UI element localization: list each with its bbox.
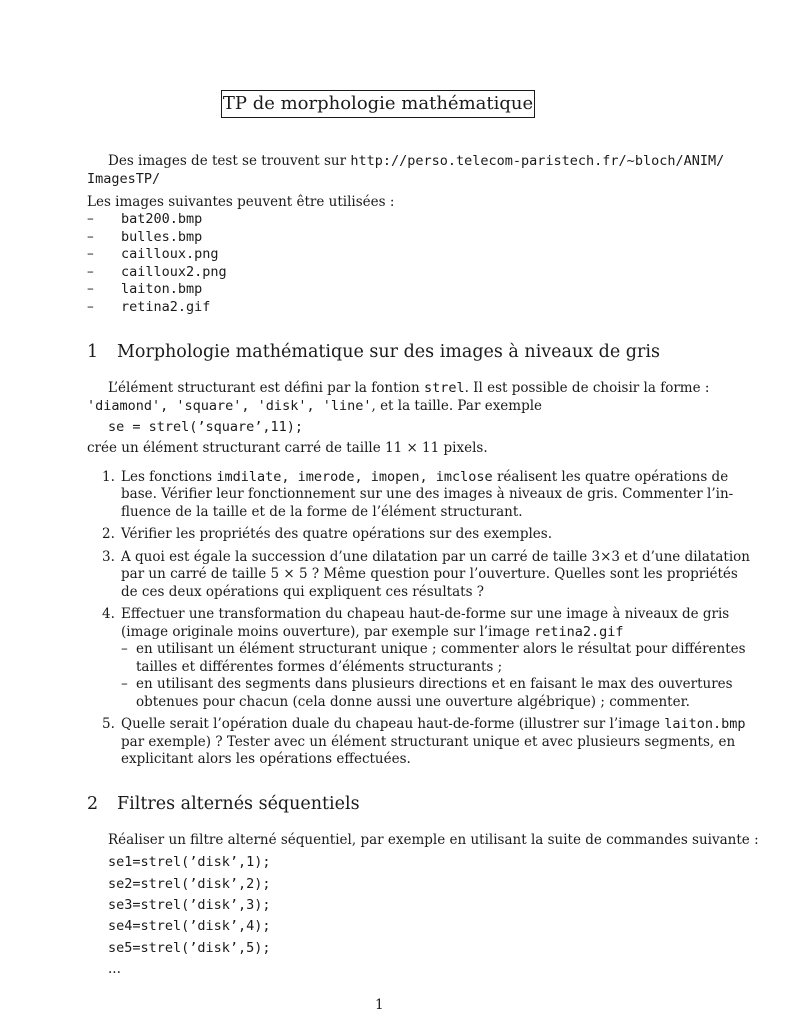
item-line [121,716,746,733]
list-dash: – [87,246,94,262]
item-number: 2. [102,526,115,542]
s1-paragraph-line [108,380,709,397]
inline-code: laiton.bmp [664,716,746,732]
image-file-item: cailloux.png [121,246,219,262]
item-number: 5. [102,716,115,732]
s1-paragraph-line [87,398,542,415]
subitem-line: en utilisant un élément structurant unique ; commenter alors le résultat pour différentes [136,641,746,657]
inline-code: strel [423,380,465,396]
page-number: 1 [375,997,384,1013]
list-dash: – [87,229,94,245]
subitem-line: en utilisant des segments dans plusieurs directions et en faisant le max des ouvertures [136,676,733,692]
list-dash: – [121,676,128,692]
item-line: A quoi est égale la succession d’une dilatation par un carré de taille 3×3 et d’une dilatation [121,549,750,565]
list-dash: – [121,641,128,657]
subitem-line: obtenues pour chacun (cela donne aussi une ouverture algébrique) ; commenter. [136,694,690,710]
text-run: L’élément structurant est défini par la fontion [108,380,424,396]
item-line [121,624,624,641]
item-number: 3. [102,549,115,565]
section-title: Filtres alternés séquentiels [117,794,360,814]
section-number: 2 [87,794,99,814]
item-number: 4. [102,606,115,622]
item-line: par exemple) ? Tester avec un élément structurant unique et avec plusieurs segments, en [121,734,736,750]
item-line: Vérifier les propriétés des quatre opérations sur des exemples. [121,526,553,542]
item-line: de ces deux opérations qui expliquent ces résultats ? [121,584,485,600]
item-line: base. Vérifier leur fonctionnement sur une des images à niveaux de gris. Commenter l’in- [121,486,734,502]
section-2-heading [87,793,360,815]
text-run: . Il est possible de choisir la forme : [464,380,710,396]
item-number: 1. [102,469,115,485]
images-url[interactable]: http://perso.telecom-paristech.fr/~bloch/ANIM/ [350,153,725,169]
code-line: se4=strel(’disk’,4); [108,918,271,934]
section-number: 1 [87,342,99,362]
images-intro: Les images suivantes peuvent être utilisées : [87,194,395,210]
document-title: TP de morphologie mathématique [221,90,535,118]
item-line: par un carré de taille 5 × 5 ? Même question pour l’ouverture. Quelles sont les propriétés [121,566,738,582]
code-line: se1=strel(’disk’,1); [108,854,271,870]
item-line [121,469,728,486]
intro-line-1 [108,153,724,170]
inline-code: imdilate, imerode, imopen, imclose [216,469,493,485]
item-line: Effectuer une transformation du chapeau haut-de-forme sur une image à niveaux de gris [121,606,730,622]
image-file-item: retina2.gif [121,299,211,315]
image-file-item: bat200.bmp [121,211,203,227]
image-file-item: cailloux2.png [121,264,227,280]
subitem-line: tailles et différentes formes d’éléments structurants ; [136,659,503,675]
s1-paragraph-line: crée un élément structurant carré de taille 11 × 11 pixels. [87,440,488,456]
list-dash: – [87,264,94,280]
intro-text: Des images de test se trouvent sur [108,153,351,169]
text-run: , et la taille. Par exemple [371,398,543,414]
item-line: fluence de la taille et de la forme de l’élément structurant. [121,504,523,520]
code-example: se = strel(’square’,11); [108,419,304,435]
code-ellipsis: ... [108,961,121,977]
list-dash: – [87,281,94,297]
section-1-heading [87,341,660,363]
code-line: se2=strel(’disk’,2); [108,876,271,892]
inline-code: retina2.gif [534,624,624,640]
text-run: Quelle serait l’opération duale du chapeau haut-de-forme (illustrer sur l’image [121,716,665,732]
text-run: réalisent les quatre opérations de [492,469,729,485]
text-run: (image originale moins ouverture), par exemple sur l’image [121,624,535,640]
images-url-continued[interactable]: ImagesTP/ [87,171,161,187]
image-file-item: bulles.bmp [121,229,203,245]
image-file-item: laiton.bmp [121,281,203,297]
item-line: explicitant alors les opérations effectuées. [121,751,411,767]
s2-paragraph-line: Réaliser un filtre alterné séquentiel, par exemple en utilisant la suite de commandes suivante : [108,832,759,848]
section-title: Morphologie mathématique sur des images à niveaux de gris [117,342,660,362]
inline-code: 'diamond', 'square', 'disk', 'line' [87,398,372,414]
code-line: se5=strel(’disk’,5); [108,940,271,956]
code-line: se3=strel(’disk’,3); [108,897,271,913]
list-dash: – [87,299,94,315]
list-dash: – [87,211,94,227]
text-run: Les fonctions [121,469,217,485]
